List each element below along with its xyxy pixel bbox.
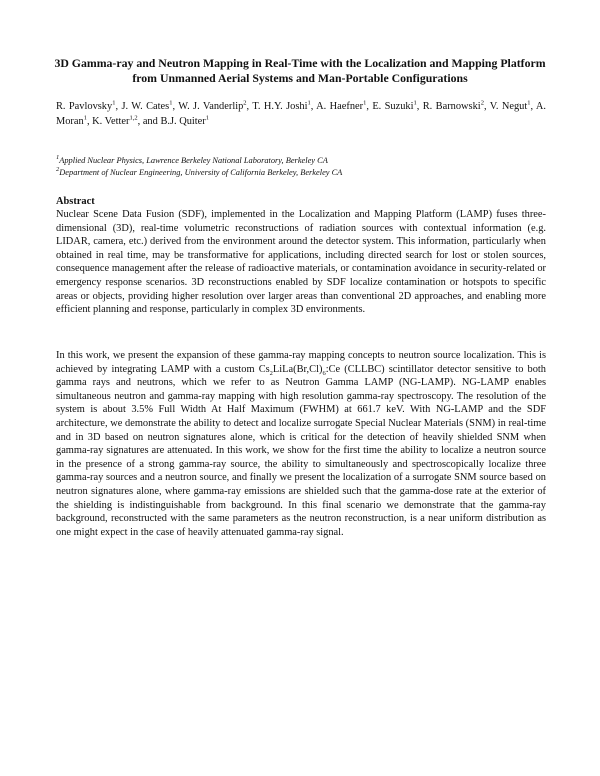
author: B.J. Quiter$^1$ [160, 114, 209, 127]
author: A. Haefner$^1$ [316, 99, 367, 112]
chemical-formula: $Cs_2LiLa(Br,Cl)_6:Ce$ [258, 363, 341, 377]
author: E. Suzuki$^1$ [372, 99, 417, 112]
abstract-paragraph-2: In this work, we present the expansion of these gamma-ray mapping concepts to neutron source localization. This is achieved by integrating LAMP with a custom $Cs_2LiLa(Br,Cl)_6:Ce$ (CLLBC) scintillator detector sensitive to both gamma rays and neutrons, which we refer to as Neutron Gamma LAMP (NG-LAMP). NG-LAMP enables simultaneous neutron and gamma-ray mapping with high resolution gamma-ray spectroscopy. The resolution of the system is about 3.5% Full Width At Half Maximum (FWHM) at 661.7 keV. With NG-LAMP and the SDF architecture, we demonstrate the ability to detect and localize surrogate Special Nuclear Materials (SNM) in real-time and in 3D based on neutron signatures alone, which is critical for the detection of heavily shielded SNM when gamma-ray signatures are attenuated. In this work, we show for the first time the ability to localize a neutron source in the presence of a strong gamma-ray source, the ability to simultaneously and spectroscopically localize three gamma-ray sources and a neutron source, and finally we present the localization of a surrogate SNM source based on neutron signatures alone, where gamma-ray emissions are shielded such that the gamma-dose rate at the exterior of the shielding is indistinguishable from background. In this final scenario we demonstrate that the gamma-ray background, reconstructed with the same parameters as the neutron reconstruction, is a near uniform distribution as one might expect in the case of heavily attenuated gamma-ray signal. [56, 350, 547, 538]
author: R. Pavlovsky$^1$ [56, 99, 116, 112]
author: R. Barnowski$^2$ [422, 99, 484, 112]
author: K. Vetter$^{1,2}$ [92, 114, 138, 127]
abstract-heading: Abstract [56, 196, 95, 207]
author-conjunction: and [142, 116, 158, 127]
abstract-paragraph-1: Nuclear Scene Data Fusion (SDF), implemented in the Localization and Mapping Platform (LAMP) fuses three-dimensional (3D), real-time volumetric reconstructions of radiation sources with contextual information (e.g. LIDAR, camera, etc.) derived from the environment around the detector system. This information, particularly when obtained in real time, may be transformative for applications, including directed search for lost or stolen sources, consequence management after the release of radioactive materials, or contamination avoidance in security-related or emergency response scenarios. 3D reconstructions enabled by SDF localize contamination or hotspots to specific areas or objects, providing higher resolution over larger areas than conventional 2D approaches, and enabling more efficient planning and response, particularly in complex 3D environments. [56, 209, 546, 316]
affiliation: $^2$Department of Nuclear Engineering, University of California Berkeley, Berkeley CA [56, 166, 343, 177]
author: V. Negut$^1$ [489, 99, 531, 112]
author: A. Moran$^1$ [56, 101, 547, 127]
paper-title: 3D Gamma-ray and Neutron Mapping in Real-Time with the Localization and Mapping Platform from Unmanned Aerial Systems and Man-Portable Configurations [54, 56, 546, 85]
affiliations [56, 155, 546, 179]
author-list: R. Pavlovsky$^1$, J. W. Cates$^1$, W. J. Vanderlip$^2$, T. H.Y. Joshi$^1$, A. Haefner$^1$, E. Suzuki$^1$, R. Barnowski$^2$, V. Negut$^1$, A. Moran$^1$, K. Vetter$^{1,2}$, and B.J. Quiter$^1$ [56, 99, 547, 127]
author: T. H.Y. Joshi$^1$ [252, 99, 311, 112]
affiliation: $^1$Applied Nuclear Physics, Lawrence Berkeley National Laboratory, Berkeley CA [56, 154, 328, 165]
author: J. W. Cates$^1$ [121, 99, 173, 112]
author: W. J. Vanderlip$^2$ [178, 99, 247, 112]
